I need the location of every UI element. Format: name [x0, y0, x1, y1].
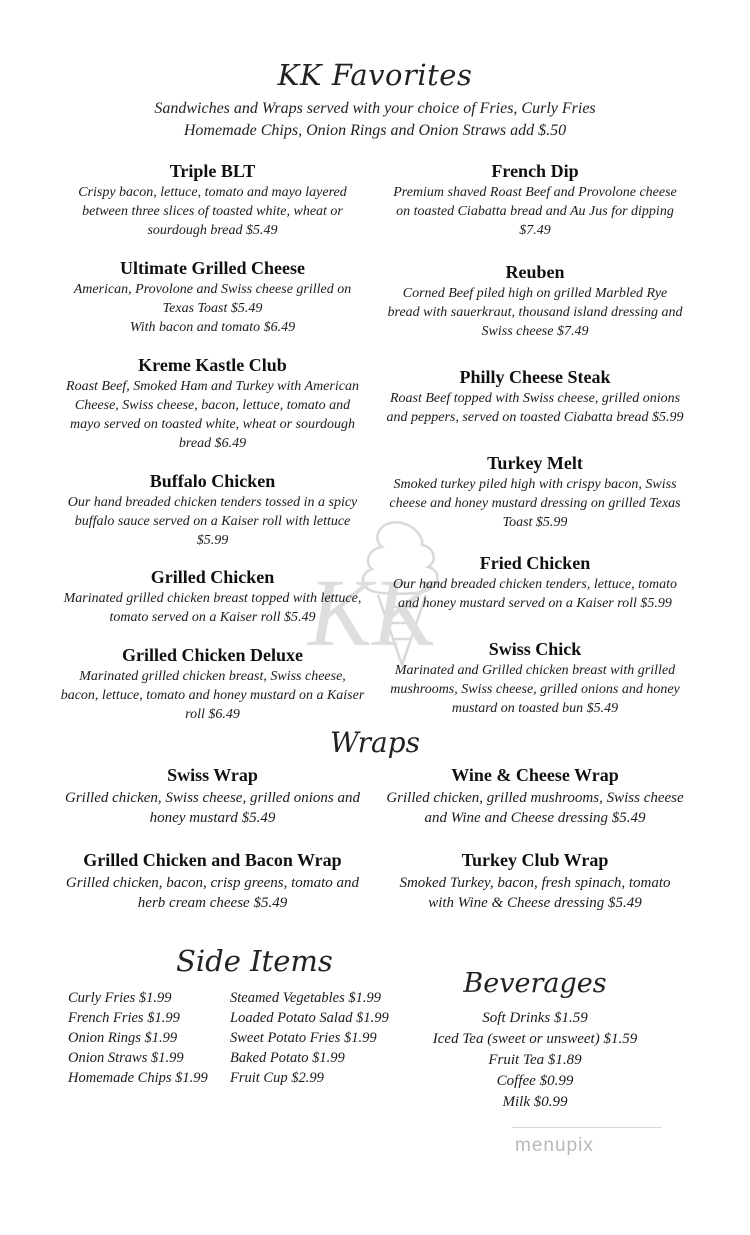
item-name: Grilled Chicken — [150, 567, 275, 587]
subtitle-line-1: Sandwiches and Wraps served with your choice of Fries, Curly Fries — [154, 100, 596, 117]
beverage-item: Coffee $0.99 — [496, 1073, 574, 1089]
side-item: Fruit Cup $2.99 — [230, 1070, 324, 1086]
beverages-heading: Beverages — [463, 968, 607, 999]
item-description: Grilled chicken, bacon, crisp greens, tomato and herb cream cheese $5.49 — [65, 875, 360, 911]
item-turkey-club-wrap — [385, 849, 685, 913]
item-description: Smoked Turkey, bacon, fresh spinach, tomato with Wine & Cheese dressing $5.49 — [399, 875, 671, 911]
item-name: Swiss Wrap — [167, 765, 258, 785]
item-description: Smoked turkey piled high with crispy bacon, Swiss cheese and honey mustard dressing on grilled Texas Toast $5.99 — [389, 477, 681, 530]
item-description: Roast Beef topped with Swiss cheese, grilled onions and peppers, served on toasted Ciabatta bread $5.99 — [386, 391, 684, 425]
beverage-item: Iced Tea (sweet or unsweet) $1.59 — [432, 1031, 638, 1047]
side-item: Baked Potato $1.99 — [230, 1050, 345, 1066]
item-grilled-chicken-bacon-wrap — [60, 849, 365, 913]
side-item: Curly Fries $1.99 — [68, 990, 172, 1006]
item-description: Grilled chicken, Swiss cheese, grilled onions and honey mustard $5.49 — [65, 790, 360, 826]
item-name: Fried Chicken — [479, 553, 591, 573]
side-item: Homemade Chips $1.99 — [68, 1070, 208, 1086]
side-item: Onion Straws $1.99 — [68, 1050, 184, 1066]
item-description-extra: With bacon and tomato $6.49 — [129, 320, 296, 335]
beverages-list — [410, 1008, 660, 1113]
item-description: Corned Beef piled high on grilled Marbled Rye bread with sauerkraut, thousand island dressing and Swiss cheese $7.49 — [387, 286, 683, 339]
item-buffalo-chicken — [60, 470, 365, 550]
item-name: Turkey Melt — [487, 453, 583, 473]
item-name: French Dip — [491, 161, 579, 181]
subtitle-line-2: Homemade Chips, Onion Rings and Onion Straws add $.50 — [183, 122, 567, 139]
side-items-list-1 — [68, 988, 228, 1088]
item-name: Wine & Cheese Wrap — [451, 765, 619, 785]
wraps-heading: Wraps — [330, 726, 420, 759]
item-name: Triple BLT — [169, 161, 256, 181]
item-description: Marinated grilled chicken breast, Swiss cheese, bacon, lettuce, tomato and honey mustard on a Kaiser roll $6.49 — [60, 669, 365, 722]
item-reuben — [385, 261, 685, 341]
side-item: Steamed Vegetables $1.99 — [230, 990, 382, 1006]
item-turkey-melt — [385, 452, 685, 532]
item-name: Turkey Club Wrap — [461, 850, 609, 870]
item-description: Crispy bacon, lettuce, tomato and mayo layered between three slices of toasted white, wheat or sourdough bread $5.49 — [78, 185, 347, 238]
item-description: Premium shaved Roast Beef and Provolone cheese on toasted Ciabatta bread and Au Jus for dipping $7.49 — [393, 185, 677, 238]
item-description: Marinated grilled chicken breast topped with lettuce, tomato served on a Kaiser roll $5.49 — [63, 591, 362, 625]
item-kreme-kastle-club — [60, 354, 365, 453]
item-description: American, Provolone and Swiss cheese grilled on Texas Toast $5.49 — [73, 282, 352, 316]
item-name: Reuben — [505, 262, 565, 282]
item-name: Grilled Chicken Deluxe — [122, 645, 303, 665]
beverage-item: Milk $0.99 — [502, 1094, 568, 1110]
page-title: KK Favorites — [277, 58, 473, 92]
item-name: Buffalo Chicken — [149, 471, 276, 491]
item-fried-chicken — [385, 552, 685, 613]
side-items-list-2 — [230, 988, 405, 1088]
item-grilled-chicken-deluxe — [60, 644, 365, 724]
side-item: French Fries $1.99 — [68, 1010, 180, 1026]
item-french-dip — [385, 160, 685, 240]
watermark-divider — [512, 1127, 662, 1128]
menupix-watermark: menupix — [515, 1135, 594, 1156]
beverage-item: Soft Drinks $1.59 — [482, 1010, 588, 1026]
item-swiss-chick — [385, 638, 685, 718]
item-wine-cheese-wrap — [385, 764, 685, 828]
item-name: Kreme Kastle Club — [138, 355, 287, 375]
item-ultimate-grilled-cheese — [60, 257, 365, 337]
item-description: Roast Beef, Smoked Ham and Turkey with American Cheese, Swiss cheese, bacon, lettuce, tomato and mayo served on toasted white, wheat or sourdough bread $6.49 — [66, 379, 359, 451]
item-name: Ultimate Grilled Cheese — [120, 258, 305, 278]
logo-letter-k1: KK — [308, 559, 437, 666]
side-item: Onion Rings $1.99 — [68, 1030, 178, 1046]
item-philly-cheese-steak — [385, 366, 685, 427]
item-name: Swiss Chick — [488, 639, 582, 659]
side-items-heading: Side Items — [176, 944, 333, 978]
side-item: Sweet Potato Fries $1.99 — [230, 1030, 377, 1046]
beverage-item: Fruit Tea $1.89 — [488, 1052, 582, 1068]
item-description: Grilled chicken, grilled mushrooms, Swiss cheese and Wine and Cheese dressing $5.49 — [386, 790, 684, 826]
item-description: Our hand breaded chicken tenders, lettuce, tomato and honey mustard served on a Kaiser roll $5.99 — [392, 577, 678, 611]
side-item: Loaded Potato Salad $1.99 — [230, 1010, 389, 1026]
item-name: Grilled Chicken and Bacon Wrap — [83, 850, 342, 870]
item-description: Marinated and Grilled chicken breast with grilled mushrooms, Swiss cheese, grilled onions and honey mustard on toasted bun $5.49 — [390, 663, 680, 716]
item-name: Philly Cheese Steak — [459, 367, 611, 387]
item-triple-blt — [60, 160, 365, 240]
item-description: Our hand breaded chicken tenders tossed in a spicy buffalo sauce served on a Kaiser roll with lettuce $5.99 — [67, 495, 358, 548]
item-swiss-wrap — [60, 764, 365, 828]
item-grilled-chicken — [60, 566, 365, 627]
